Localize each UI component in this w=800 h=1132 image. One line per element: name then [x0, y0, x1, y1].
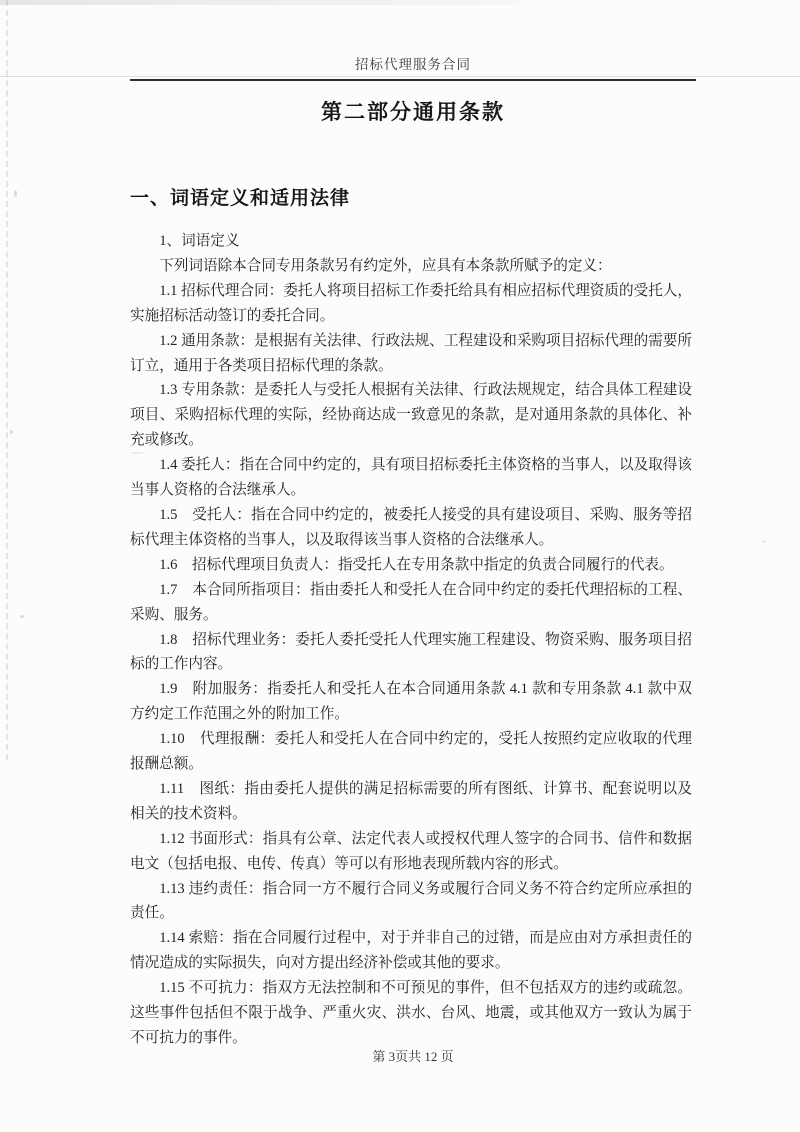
page-footer: 第 3页共 12 页 — [372, 1049, 454, 1064]
clause-intro: 下列词语除本合同专用条款另有约定外，应具有本条款所赋予的定义： — [159, 257, 612, 274]
contract-body — [130, 229, 692, 1051]
clause-1-12: 1.12 书面形式：指具有公章、法定代表人或授权代理人签字的合同书、信件和数据电文（包括电报、电传、传真）等可以有形地表现所载内容的形式。 — [130, 830, 692, 872]
clause-heading-definitions: 1、词语定义 — [159, 233, 240, 249]
scan-edge-noise — [6, 0, 11, 760]
clause-1-7: 1.7 本合同所指项目：指由委托人和受托人在合同中约定的委托代理招标的工程、采购、服务。 — [130, 581, 692, 623]
scan-artifact-line — [0, 76, 800, 77]
clause-1-3: 1.3 专用条款：是委托人与受托人根据有关法律、行政法规规定，结合具体工程建设项目、采购招标代理的实际，经协商达成一致意见的条款，是对通用条款的具体化、补充或修改。 — [130, 382, 692, 449]
section-heading: 一、词语定义和适用法律 — [130, 188, 351, 209]
scan-speck — [10, 430, 13, 434]
page-header-title: 招标代理服务合同 — [355, 57, 471, 72]
clause-1-5: 1.5 受托人：指在合同中约定的，被委托人接受的具有建设项目、采购、服务等招标代理主体资格的当事人，以及取得该当事人资格的合法继承人。 — [130, 506, 692, 548]
clause-1-9: 1.9 附加服务：指委托人和受托人在本合同通用条款 4.1 款和专用条款 4.1 款中双方约定工作范围之外的附加工作。 — [130, 681, 692, 723]
clause-1-10: 1.10 代理报酬：委托人和受托人在合同中约定的，受托人按照约定应收取的代理报酬总额。 — [130, 731, 692, 773]
clause-1-2: 1.2 通用条款：是根据有关法律、行政法规、工程建设和采购项目招标代理的需要所订立，通用于各类项目招标代理的条款。 — [130, 332, 692, 374]
scan-top-shade — [0, 0, 520, 5]
clause-1-14: 1.14 索赔：指在合同履行过程中，对于并非自己的过错，而是应由对方承担责任的情况造成的实际损失，向对方提出经济补偿或其他的要求。 — [130, 930, 692, 972]
clause-1-15: 1.15 不可抗力：指双方无法控制和不可预见的事件，但不包括双方的违约或疏忽。这些事件包括但不限于战争、严重火灾、洪水、台风、地震，或其他双方一致认为属于不可抗力的事件。 — [130, 980, 692, 1046]
clause-1-11: 1.11 图纸：指由委托人提供的满足招标需要的所有图纸、计算书、配套说明以及相关的技术资料。 — [130, 780, 692, 822]
clause-1-6: 1.6 招标代理项目负责人：指受托人在专用条款中指定的负责合同履行的代表。 — [159, 556, 674, 573]
header-rule — [130, 79, 696, 81]
clause-1-4: 1.4 委托人：指在合同中约定的，具有项目招标委托主体资格的当事人，以及取得该当事人资格的合法继承人。 — [130, 457, 692, 499]
clause-1-1: 1.1 招标代理合同：委托人将项目招标工作委托给具有相应招标代理资质的受托人，实施招标活动签订的委托合同。 — [130, 282, 692, 324]
clause-1-13: 1.13 违约责任：指合同一方不履行合同义务或履行合同义务不符合约定所应承担的责任。 — [130, 880, 692, 922]
doc-title: 第二部分通用条款 — [321, 101, 505, 124]
scan-speck — [20, 615, 24, 618]
clause-1-8: 1.8 招标代理业务：委托人委托受托人代理实施工程建设、物资采购、服务项目招标的工作内容。 — [130, 631, 692, 673]
scan-speck — [762, 540, 767, 543]
scan-speck — [14, 190, 17, 197]
